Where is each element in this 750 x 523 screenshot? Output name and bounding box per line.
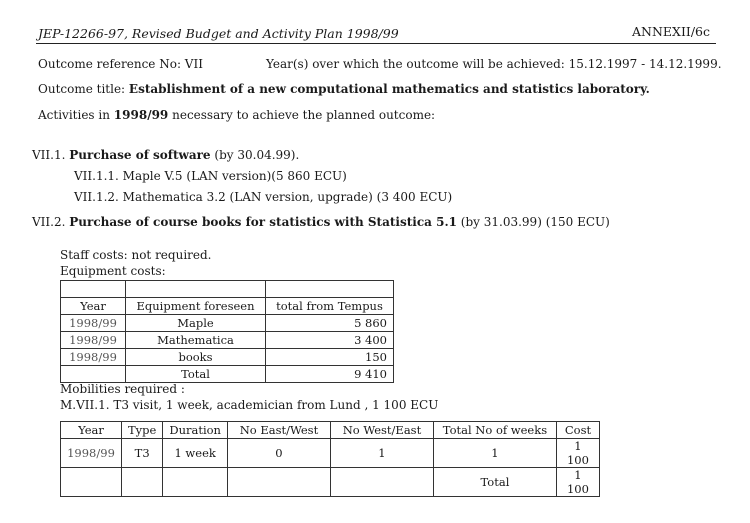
equipment-table [60,280,394,383]
table-row [61,439,600,468]
staff-costs: Staff costs: not required. [60,248,212,262]
equipment-item: Mathematica [126,332,266,349]
mobility-header-type: Type [122,422,163,439]
equipment-total-value: 9 410 [266,366,394,383]
equipment-total: 150 [266,349,394,366]
mobility-weeks: 1 [433,439,556,468]
equipment-total-label: Total [126,366,266,383]
item-vii2-title: Purchase of course books for statistics with Statistica 5.1 [69,215,457,229]
equipment-table-spacer-row [61,281,394,298]
equipment-item: books [126,349,266,366]
item-vii2-rest: (by 31.03.99) (150 ECU) [460,215,610,229]
mobility-header-cost: Cost [556,422,599,439]
mobility-header-east-west: No East/West [227,422,330,439]
equipment-header-total: total from Tempus [266,298,394,315]
equipment-year: 1998/99 [61,315,126,332]
header-rule [36,43,716,44]
equipment-item: Maple [126,315,266,332]
mobility-west-east: 1 [330,439,433,468]
outcome-title-label: Outcome title: [38,82,126,96]
mobility-header-west-east: No West/East [330,422,433,439]
table-row [61,349,394,366]
table-row [61,315,394,332]
mobility-header-duration: Duration [163,422,228,439]
outcome-years: Year(s) over which the outcome will be achieved: 15.12.1997 - 14.12.1999. [266,57,722,71]
mobility-total-row [61,468,600,497]
activities-suffix: necessary to achieve the planned outcome: [172,108,436,122]
table-row [61,332,394,349]
outcome-title-text: Establishment of a new computational mathematics and statistics laboratory. [128,82,650,96]
mobility-total-value: 1 100 [556,468,599,497]
mobility-total-label: Total [433,468,556,497]
equipment-year: 1998/99 [61,332,126,349]
mobility-east-west: 0 [227,439,330,468]
mobility-table [60,421,600,497]
equipment-total-row [61,366,394,383]
item-vii1-number: VII.1. [32,148,66,162]
outcome-reference: Outcome reference No: VII [38,57,203,71]
item-vii2-number: VII.2. [32,215,66,229]
activities-prefix: Activities in [38,108,110,122]
equipment-total: 3 400 [266,332,394,349]
mobility-year: 1998/99 [61,439,122,468]
mobility-table-header [61,422,600,439]
mobilities-label: Mobilities required : [60,382,185,396]
annex-label: ANNEXII/6c [632,24,710,39]
equipment-header-item: Equipment foreseen [126,298,266,315]
equipment-year: 1998/99 [61,349,126,366]
outcome-title-line [38,82,650,96]
activities-line [38,108,435,122]
activities-year: 1998/99 [113,108,169,122]
equipment-total: 5 860 [266,315,394,332]
item-vii11: VII.1.1. Maple V.5 (LAN version)(5 860 ECU) [74,169,347,183]
item-vii1 [32,148,299,162]
mobility-line: M.VII.1. T3 visit, 1 week, academician from Lund , 1 100 ECU [60,398,439,412]
equipment-header-year: Year [61,298,126,315]
document-header-title: JEP-12266-97, Revised Budget and Activity Plan 1998/99 [38,26,399,41]
mobility-duration: 1 week [163,439,228,468]
mobility-header-year: Year [61,422,122,439]
equipment-costs-label: Equipment costs: [60,264,166,278]
item-vii1-title: Purchase of software [69,148,211,162]
item-vii2 [32,215,610,229]
mobility-cost: 1 100 [556,439,599,468]
equipment-table-header [61,298,394,315]
mobility-header-weeks: Total No of weeks [433,422,556,439]
item-vii1-date: (by 30.04.99). [214,148,300,162]
mobility-type: T3 [122,439,163,468]
item-vii12: VII.1.2. Mathematica 3.2 (LAN version, upgrade) (3 400 ECU) [74,190,453,204]
